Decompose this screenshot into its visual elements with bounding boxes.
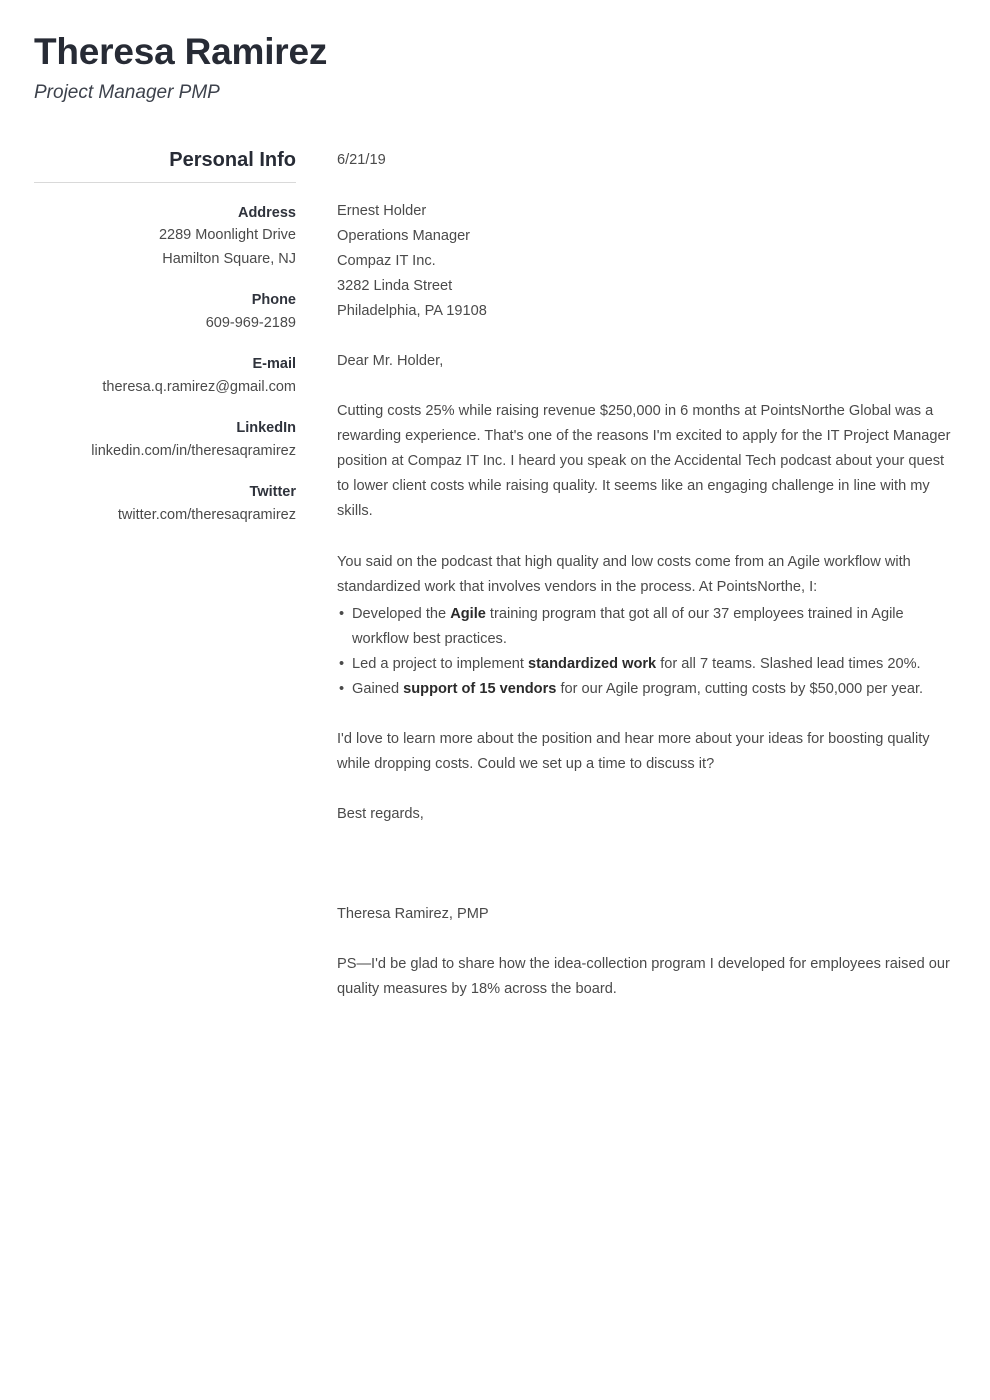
paragraph-closing: I'd love to learn more about the position and hear more about your ideas for boosting quality while dropping costs. Could we set up a time to discuss it? — [337, 731, 930, 773]
bullet-text-before: Developed the — [352, 605, 451, 622]
list-item — [337, 677, 955, 702]
paragraph-opening: Cutting costs 25% while raising revenue $250,000 in 6 months at PointsNorthe Global was a rewarding experience. That's one of the reasons I'm excited to apply for the IT Project Manager position at Compaz IT Inc. I heard you speak on the Accidental Tech podcast about your quest to lower client costs while raising quality. It seems like an engaging challenge in line with my skills. — [337, 403, 951, 520]
signoff: Best regards, — [337, 806, 424, 823]
recipient-address-block — [337, 199, 955, 324]
info-label-email: E-mail — [252, 356, 296, 373]
candidate-job-title: Project Manager PMP — [34, 81, 220, 103]
achievement-bullet-list — [337, 602, 955, 702]
info-value-twitter[interactable]: twitter.com/theresaqramirez — [117, 506, 296, 523]
recipient-company: Compaz IT Inc. — [337, 252, 436, 269]
signature-name: Theresa Ramirez, PMP — [337, 906, 489, 923]
bullet-text-before: Gained — [352, 681, 404, 697]
sidebar-divider — [34, 182, 296, 183]
bullet-text-before: Led a project to implement — [352, 655, 529, 672]
info-label-linkedin: LinkedIn — [236, 420, 296, 437]
sidebar-heading: Personal Info — [169, 149, 296, 171]
bullet-text-after: for all 7 teams. Slashed lead times 20%. — [656, 655, 921, 672]
info-block-address — [34, 202, 296, 271]
recipient-city-state-zip: Philadelphia, PA 19108 — [337, 303, 487, 320]
letter-body — [337, 148, 955, 1002]
salutation: Dear Mr. Holder, — [337, 353, 444, 370]
info-value-address-line2: Hamilton Square, NJ — [162, 250, 296, 267]
list-item — [337, 652, 955, 677]
bullet-text-bold: standardized work — [528, 655, 657, 672]
info-block-phone — [34, 289, 296, 335]
list-item — [337, 602, 955, 652]
personal-info-sidebar — [34, 148, 296, 527]
info-block-linkedin — [34, 417, 296, 463]
bullet-text-bold: support of 15 vendors — [403, 681, 557, 697]
postscript: PS—I'd be glad to share how the idea-collection program I developed for employees raised our quality measures by 18% across the board. — [337, 955, 950, 997]
candidate-name: Theresa Ramirez — [34, 31, 328, 72]
letter-date: 6/21/19 — [337, 152, 386, 168]
bullet-text-after: for our Agile program, cutting costs by $50,000 per year. — [556, 681, 924, 697]
letter-header — [34, 30, 934, 104]
recipient-name: Ernest Holder — [337, 202, 427, 219]
info-label-twitter: Twitter — [249, 484, 296, 501]
info-value-linkedin[interactable]: linkedin.com/in/theresaqramirez — [91, 442, 296, 459]
info-label-phone: Phone — [251, 292, 296, 309]
info-label-address: Address — [237, 205, 296, 221]
recipient-job-title: Operations Manager — [337, 227, 471, 244]
signature-space — [337, 827, 955, 902]
info-block-email — [34, 353, 296, 399]
info-value-phone: 609-969-2189 — [205, 314, 296, 331]
info-value-address-line1: 2289 Moonlight Drive — [158, 227, 296, 244]
bullet-text-bold: Agile — [450, 605, 486, 622]
recipient-street: 3282 Linda Street — [337, 278, 453, 295]
info-value-email[interactable]: theresa.q.ramirez@gmail.com — [102, 378, 296, 395]
info-block-twitter — [34, 481, 296, 527]
paragraph-achievements-intro: You said on the podcast that high quality and low costs come from an Agile workflow with standardized work that involves vendors in the process. At PointsNorthe, I: — [337, 553, 911, 595]
bullet-text-after: training program that got all of our 37 employees trained in Agile workflow best practices. — [352, 605, 904, 647]
